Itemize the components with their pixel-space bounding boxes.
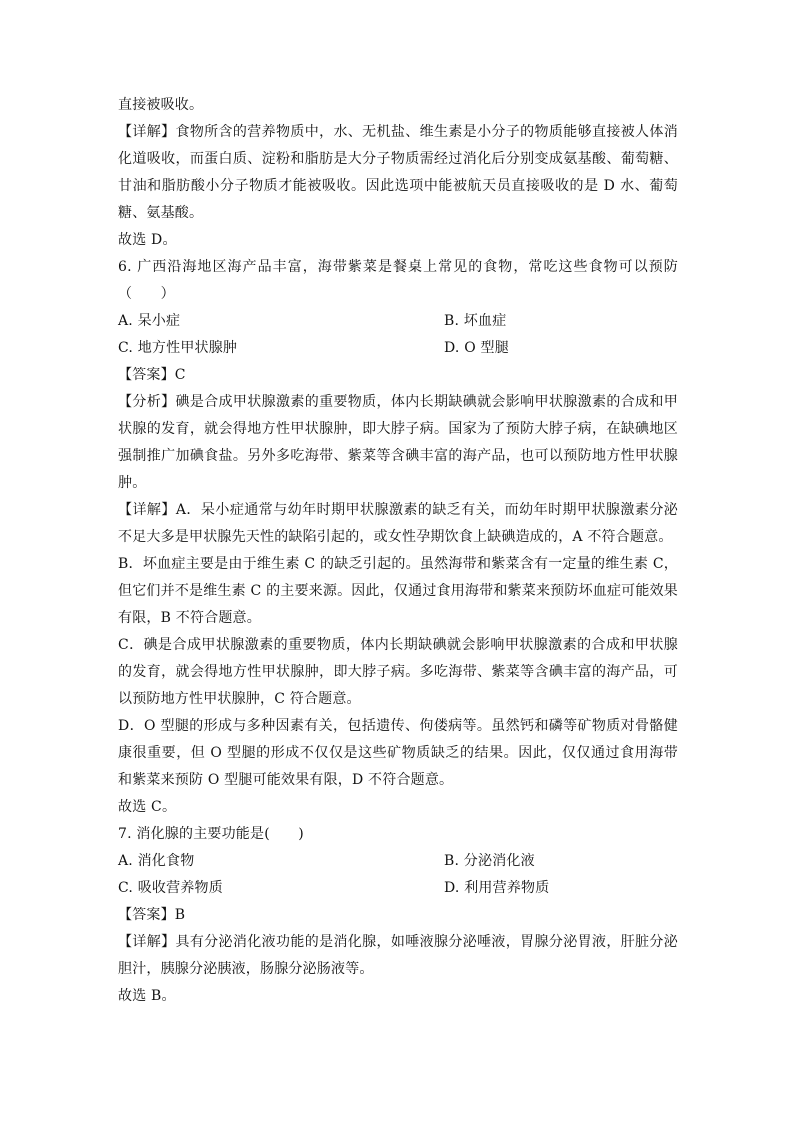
q6-option-a: A. 呆小症: [118, 313, 181, 329]
question-7-options-row-2: [118, 875, 678, 902]
page-content: [118, 92, 678, 1010]
q6-detail-a: 【详解】A．呆小症通常与幼年时期甲状腺激素的缺乏有关，而幼年时期甲状腺激素分泌不足大多是甲状腺先天性的缺陷引起的，或女性孕期饮食上缺碘造成的，A 不符合题意。: [118, 502, 678, 545]
q6-option-b: B. 坏血症: [444, 313, 507, 329]
q6-conclusion: 故选 C。: [118, 799, 177, 815]
question-6-options-row-2: [118, 335, 678, 362]
q6-detail-b: B．坏血症主要是由于维生素 C 的缺乏引起的。虽然海带和紫菜含有一定量的维生素 C，但它们并不是维生素 C 的主要来源。因此，仅通过食用海带和紫菜来预防坏血症可能效果有限，B 不符合题意。: [118, 556, 678, 626]
q6-analysis: 【分析】碘是合成甲状腺激素的重要物质，体内长期缺碘就会影响甲状腺激素的合成和甲状腺的发育，就会得地方性甲状腺肿，即大脖子病。国家为了预防大脖子病，在缺碘地区强制推广加碘食盐。另外多吃海带、紫菜等含碘丰富的海产品，也可以预防地方性甲状腺肿。: [118, 394, 678, 491]
q6-detail-c: C．碘是合成甲状腺激素的重要物质，体内长期缺碘就会影响甲状腺激素的合成和甲状腺的发育，就会得地方性甲状腺肿，即大脖子病。多吃海带、紫菜等含碘丰富的海产品，可以预防地方性甲状腺肿，C 符合题意。: [118, 637, 678, 707]
question-7-options-row-1: [118, 848, 678, 875]
conclusion: 故选 D。: [118, 232, 177, 248]
q6-detail-d: D．O 型腿的形成与多种因素有关，包括遗传、佝偻病等。虽然钙和磷等矿物质对骨骼健康很重要，但 O 型腿的形成不仅仅是这些矿物质缺乏的结果。因此，仅仅通过食用海带和紫菜来预防 O 型腿可能效果有限，D 不符合题意。: [118, 718, 678, 788]
q7-option-c: C. 吸收营养物质: [118, 880, 223, 896]
q7-answer: 【答案】B: [118, 907, 186, 923]
q7-conclusion: 故选 B。: [118, 988, 176, 1004]
continued-text: 直接被吸收。: [118, 97, 204, 113]
q6-answer: 【答案】C: [118, 367, 186, 383]
question-6-options-row-1: [118, 308, 678, 335]
detail-paragraph: 【详解】食物所含的营养物质中，水、无机盐、维生素是小分子的物质能够直接被人体消化道吸收，而蛋白质、淀粉和脂肪是大分子物质需经过消化后分别变成氨基酸、葡萄糖、甘油和脂肪酸小分子物质才能被吸收。因此选项中能被航天员直接吸收的是 D 水、葡萄糖、氨基酸。: [118, 124, 678, 221]
q7-option-a: A. 消化食物: [118, 853, 195, 869]
q7-detail: 【详解】具有分泌消化液功能的是消化腺，如唾液腺分泌唾液，胃腺分泌胃液，肝脏分泌胆汁，胰腺分泌胰液，肠腺分泌肠液等。: [118, 934, 678, 977]
q6-option-c: C. 地方性甲状腺肿: [118, 340, 238, 356]
q7-option-b: B. 分泌消化液: [444, 853, 535, 869]
question-7-stem: 7. 消化腺的主要功能是( ): [118, 826, 304, 842]
q6-option-d: D. O 型腿: [444, 340, 509, 356]
q7-option-d: D. 利用营养物质: [444, 880, 550, 896]
question-6-stem: 6. 广西沿海地区海产品丰富，海带紫菜是餐桌上常见的食物，常吃这些食物可以预防（ ）: [118, 259, 678, 302]
